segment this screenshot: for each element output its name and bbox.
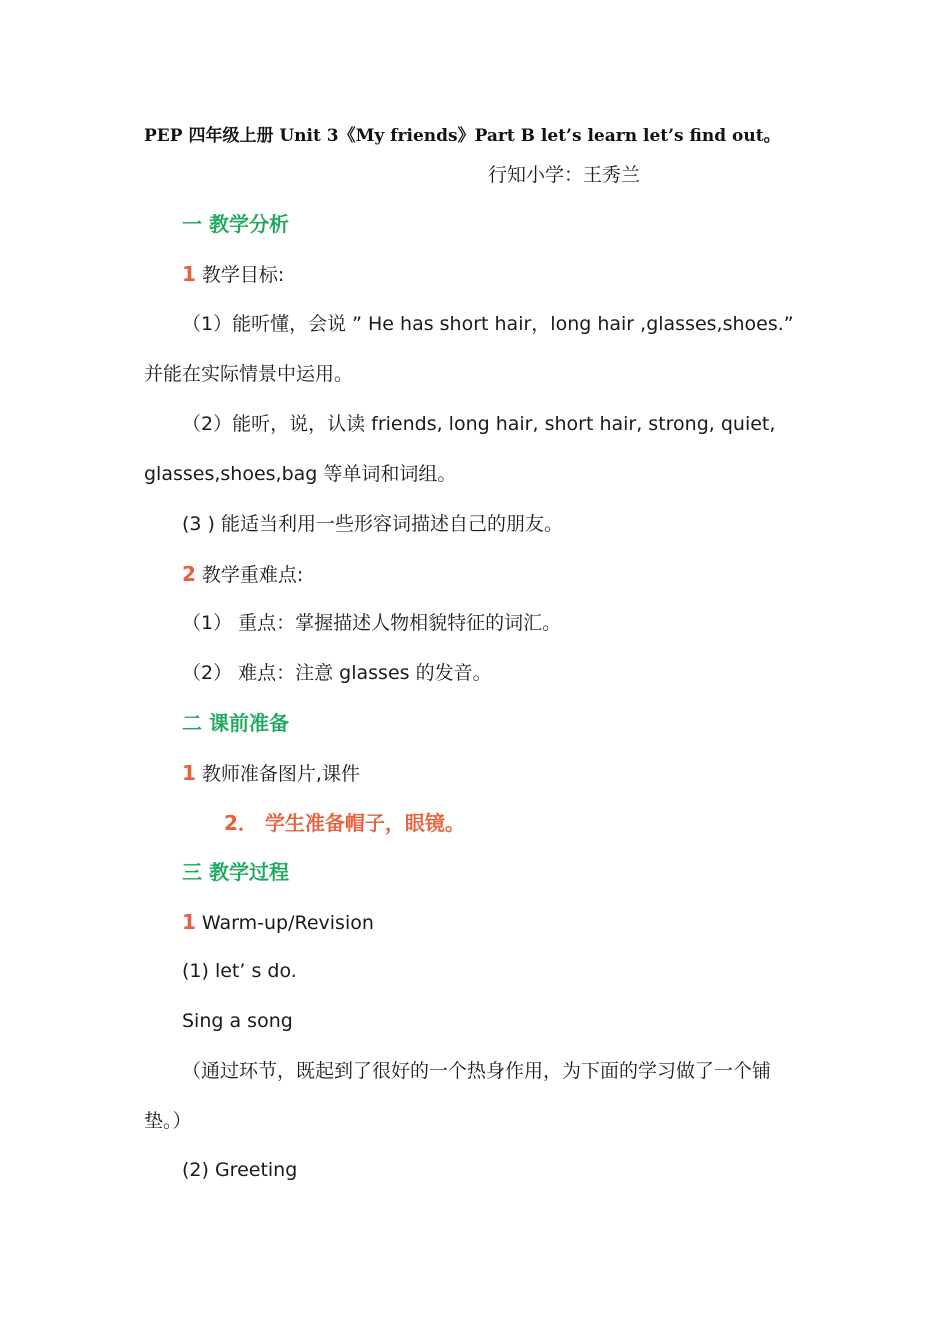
document-title: PEP 四年级上册 Unit 3《My friends》Part B let’s learn let’s find out。 — [144, 126, 781, 146]
objective-1-line-1: （1）能听懂，会说 ” He has short hair，long hair ,glasses,shoes.” — [182, 313, 794, 335]
objective-1-line-2: 并能在实际情景中运用。 — [144, 363, 354, 385]
section-heading-analysis: 一 教学分析 — [182, 212, 289, 236]
item-label: 教学目标: — [201, 264, 285, 286]
subheading-objectives — [182, 261, 284, 288]
process-item-1 — [182, 909, 374, 936]
item-number: 2 — [182, 562, 196, 586]
objective-3: (3 ) 能适当利用一些形容词描述自己的朋友。 — [182, 513, 563, 535]
process-note-line-2: 垫。） — [144, 1110, 192, 1132]
document-author: 行知小学：王秀兰 — [488, 164, 641, 186]
process-sing: Sing a song — [182, 1010, 293, 1032]
difficulty-point: （2） 难点：注意 glasses 的发音。 — [182, 662, 492, 684]
item-text: Warm-up/Revision — [201, 912, 374, 934]
objective-2-line-2: glasses,shoes,bag 等单词和词组。 — [144, 463, 457, 485]
section-heading-process: 三 教学过程 — [182, 860, 289, 884]
item-number: 1 — [182, 262, 196, 286]
preparation-item-2: 2． 学生准备帽子，眼镜。 — [224, 811, 465, 835]
subheading-key-points — [182, 561, 303, 588]
process-step-2: (2) Greeting — [182, 1159, 298, 1181]
item-label: 教学重难点: — [201, 564, 304, 586]
item-text: 教师准备图片,课件 — [201, 763, 360, 785]
section-heading-preparation: 二 课前准备 — [182, 711, 289, 735]
key-point: （1） 重点：掌握描述人物相貌特征的词汇。 — [182, 612, 562, 634]
process-step-1: (1) let’ s do. — [182, 960, 297, 982]
process-note-line-1: （通过环节，既起到了很好的一个热身作用，为下面的学习做了一个铺 — [182, 1060, 772, 1082]
objective-2-line-1: （2）能听，说，认读 friends, long hair, short hair, strong, quiet, — [182, 413, 776, 435]
item-number: 1 — [182, 910, 196, 934]
preparation-item-1 — [182, 760, 360, 787]
item-number: 1 — [182, 761, 196, 785]
